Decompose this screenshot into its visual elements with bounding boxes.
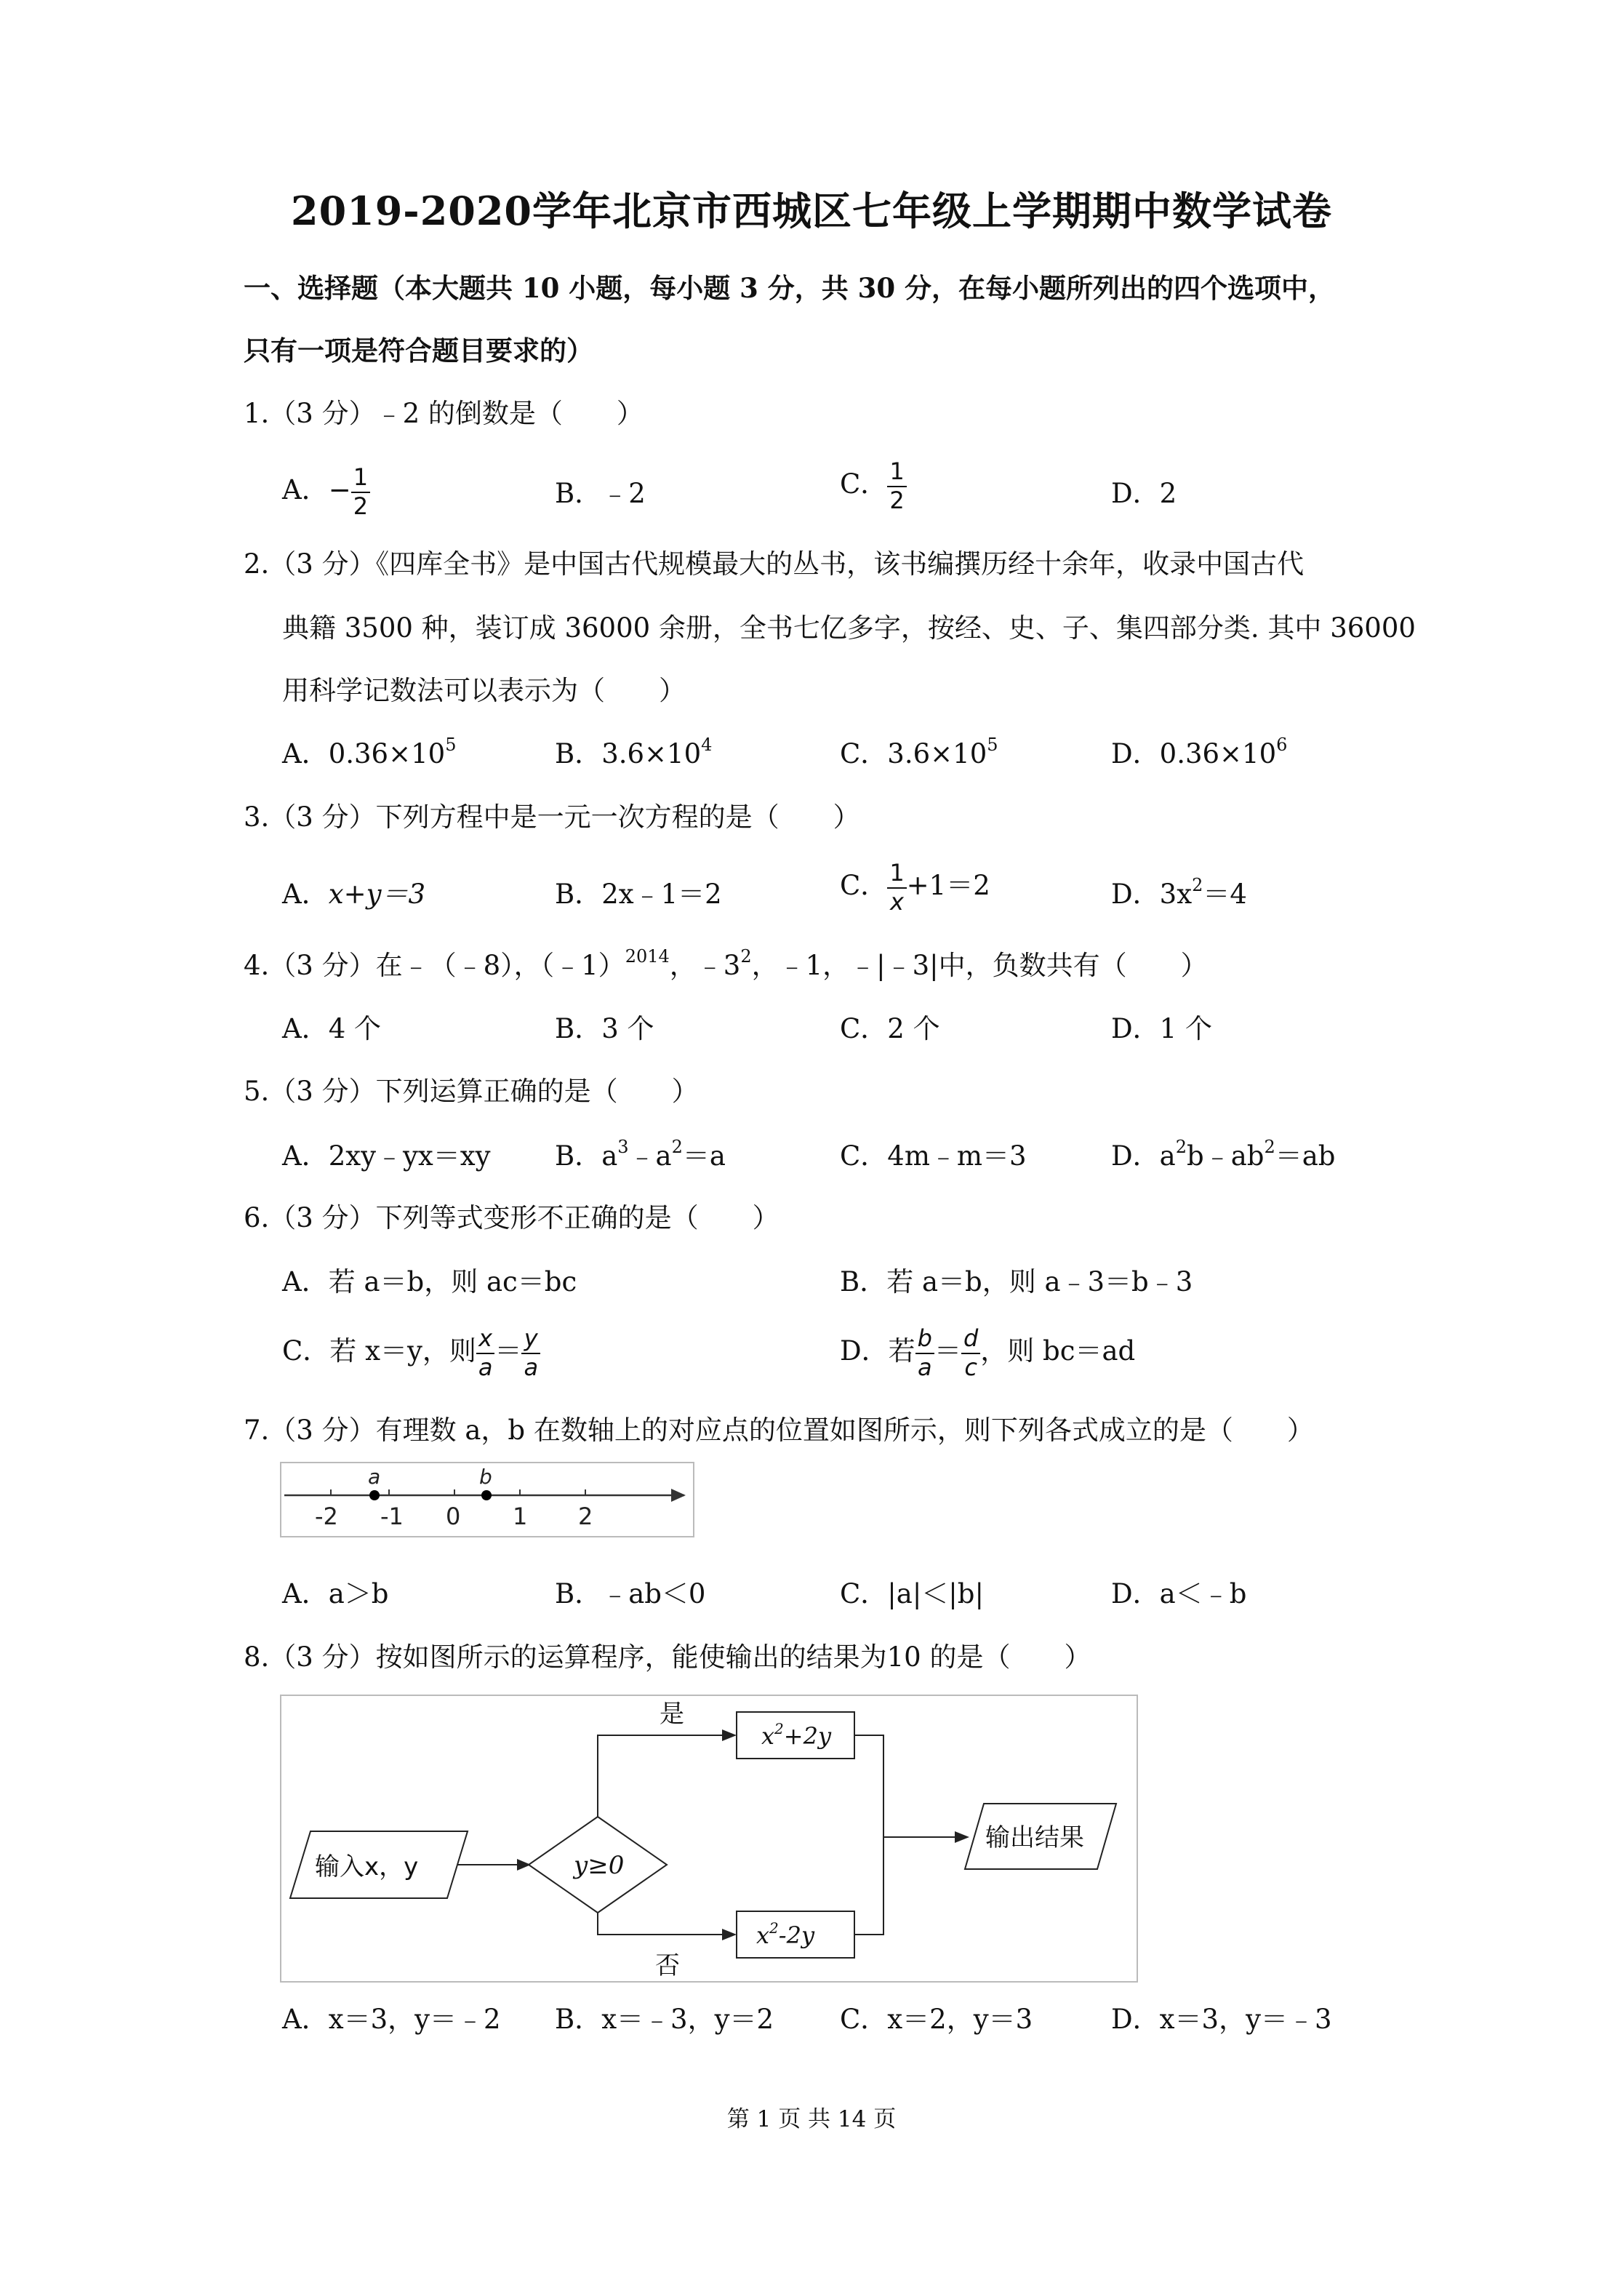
question-3-stem: 3.（3 分）下列方程中是一元一次方程的是（ ） [244,801,860,833]
question-1-option-c: C． $\frac{1}{2}$ [840,460,907,513]
question-4-option-b: B．3 个 [555,1013,654,1044]
tick-label-neg1: -1 [380,1503,404,1530]
flow-output-text: 输出结果 [985,1823,1084,1852]
question-7-stem: 7.（3 分）有理数 a，b 在数轴上的对应点的位置如图所示，则下列各式成立的是（ ） [244,1415,1314,1446]
question-8-option-a: A．x＝3，y＝﹣2 [282,2004,501,2035]
page-footer: 第 1 页 共 14 页 [726,2106,897,2132]
question-2-option-d: D．$0.36\times 10^6$ [1111,735,1288,769]
question-6-option-b: B．若 a＝b，则 a﹣3＝b﹣3 [840,1266,1193,1297]
question-6-option-a: A．若 a＝b，则 ac＝bc [282,1266,577,1297]
question-2-line2: 典籍 3500 种，装订成 36000 余册，全书七亿多字，按经、史、子、集四部分类. 其中 36000 [282,612,1416,644]
flow-yes-label: 是 [660,1700,684,1729]
question-1-option-b: B．﹣2 [555,478,646,509]
question-7-option-a: A．a＞b [282,1578,389,1609]
flowchart-figure [280,1695,1138,1983]
section-heading-line1: 一、选择题（本大题共 10 小题，每小题 3 分，共 30 分，在每小题所列出的四个选项中， [244,272,1336,304]
question-4-stem: 4.（3 分）在﹣（﹣8），（﹣1）$^{2014}$，$﹣3^2$，﹣1，﹣|﹣3|中，负数共有（ ） [244,946,1208,981]
flow-input-text: 输入x，y [315,1852,419,1881]
question-7-option-c: C．|a|＜|b| [840,1578,984,1609]
question-8-option-d: D．x＝3，y＝﹣3 [1111,2004,1332,2035]
number-line-figure [280,1462,694,1537]
tick-label-1: 1 [513,1503,528,1530]
question-6-option-d: D．若 $\frac{b}{a}$ ＝ $\frac{d}{c}$ ，则 bc＝ad [840,1324,1136,1381]
question-4-option-c: C．2 个 [840,1013,940,1044]
point-a [369,1490,380,1500]
question-8-stem: 8.（3 分）按如图所示的运算程序，能使输出的结果为10 的是（ ） [244,1641,1091,1673]
question-2-option-b: B．$3.6\times 10^4$ [555,735,713,769]
question-3-option-d: D．$3x^2=4$ [1111,875,1247,910]
flow-no-label: 否 [655,1951,680,1980]
question-5-option-a: A．2xy﹣yx＝xy [282,1140,491,1172]
point-b-label: b [479,1465,492,1489]
question-3-option-a: A．x+y＝3 [282,879,426,910]
flow-top-text: $x^2+2y$ [761,1720,832,1750]
tick-label-0: 0 [446,1503,461,1530]
point-b [481,1490,492,1500]
question-6-option-c: C．若 x＝y，则 $\frac{x}{a}$ ＝ $\frac{y}{a}$ [282,1327,540,1380]
section-heading-line2: 只有一项是符合题目要求的） [244,335,593,367]
question-2-option-c: C．$3.6\times 10^5$ [840,735,998,769]
question-4-option-a: A．4 个 [282,1013,382,1044]
question-1-stem: 1.（3 分）﹣2 的倒数是（ ） [244,398,644,429]
page-title: 2019-2020学年北京市西城区七年级上学期期中数学试卷 [291,188,1332,234]
flow-bottom-text: $x^2-2y$ [756,1919,815,1949]
question-3-option-b: B．2x﹣1＝2 [555,879,722,910]
question-7-option-d: D．a＜﹣b [1111,1578,1247,1609]
flow-decision-text: y≥0 [574,1851,625,1880]
question-8-option-c: C．x＝2，y＝3 [840,2004,1033,2035]
question-1-option-a: A．− $\frac{1}{2}$ [282,465,370,519]
question-7-option-b: B．﹣ab＜0 [555,1578,706,1609]
question-5-stem: 5.（3 分）下列运算正确的是（ ） [244,1076,699,1107]
question-6-stem: 6.（3 分）下列等式变形不正确的是（ ） [244,1202,780,1233]
question-8-option-b: B．x＝﹣3，y＝2 [555,2004,774,2035]
question-5-option-b: B．$a^3﹣a^2=a$ [555,1137,726,1172]
question-2-line3: 用科学记数法可以表示为（ ） [282,675,686,706]
point-a-label: a [368,1465,381,1489]
question-3-option-c: C． $\frac{1}{x}$ +1＝2 [840,859,990,916]
question-2-option-a: A．$0.36\times 10^5$ [282,735,457,769]
question-5-option-c: C．4m﹣m＝3 [840,1140,1027,1172]
tick-label-2: 2 [578,1503,593,1530]
question-2-line1: 2.（3 分）《四库全书》是中国古代规模最大的丛书，该书编撰历经十余年，收录中国古代 [244,548,1305,580]
tick-label-neg2: -2 [315,1503,338,1530]
question-4-option-d: D．1 个 [1111,1013,1212,1044]
question-5-option-d: D．$a^2b﹣ab^2=ab$ [1111,1137,1336,1172]
question-1-option-d: D．2 [1111,478,1177,509]
